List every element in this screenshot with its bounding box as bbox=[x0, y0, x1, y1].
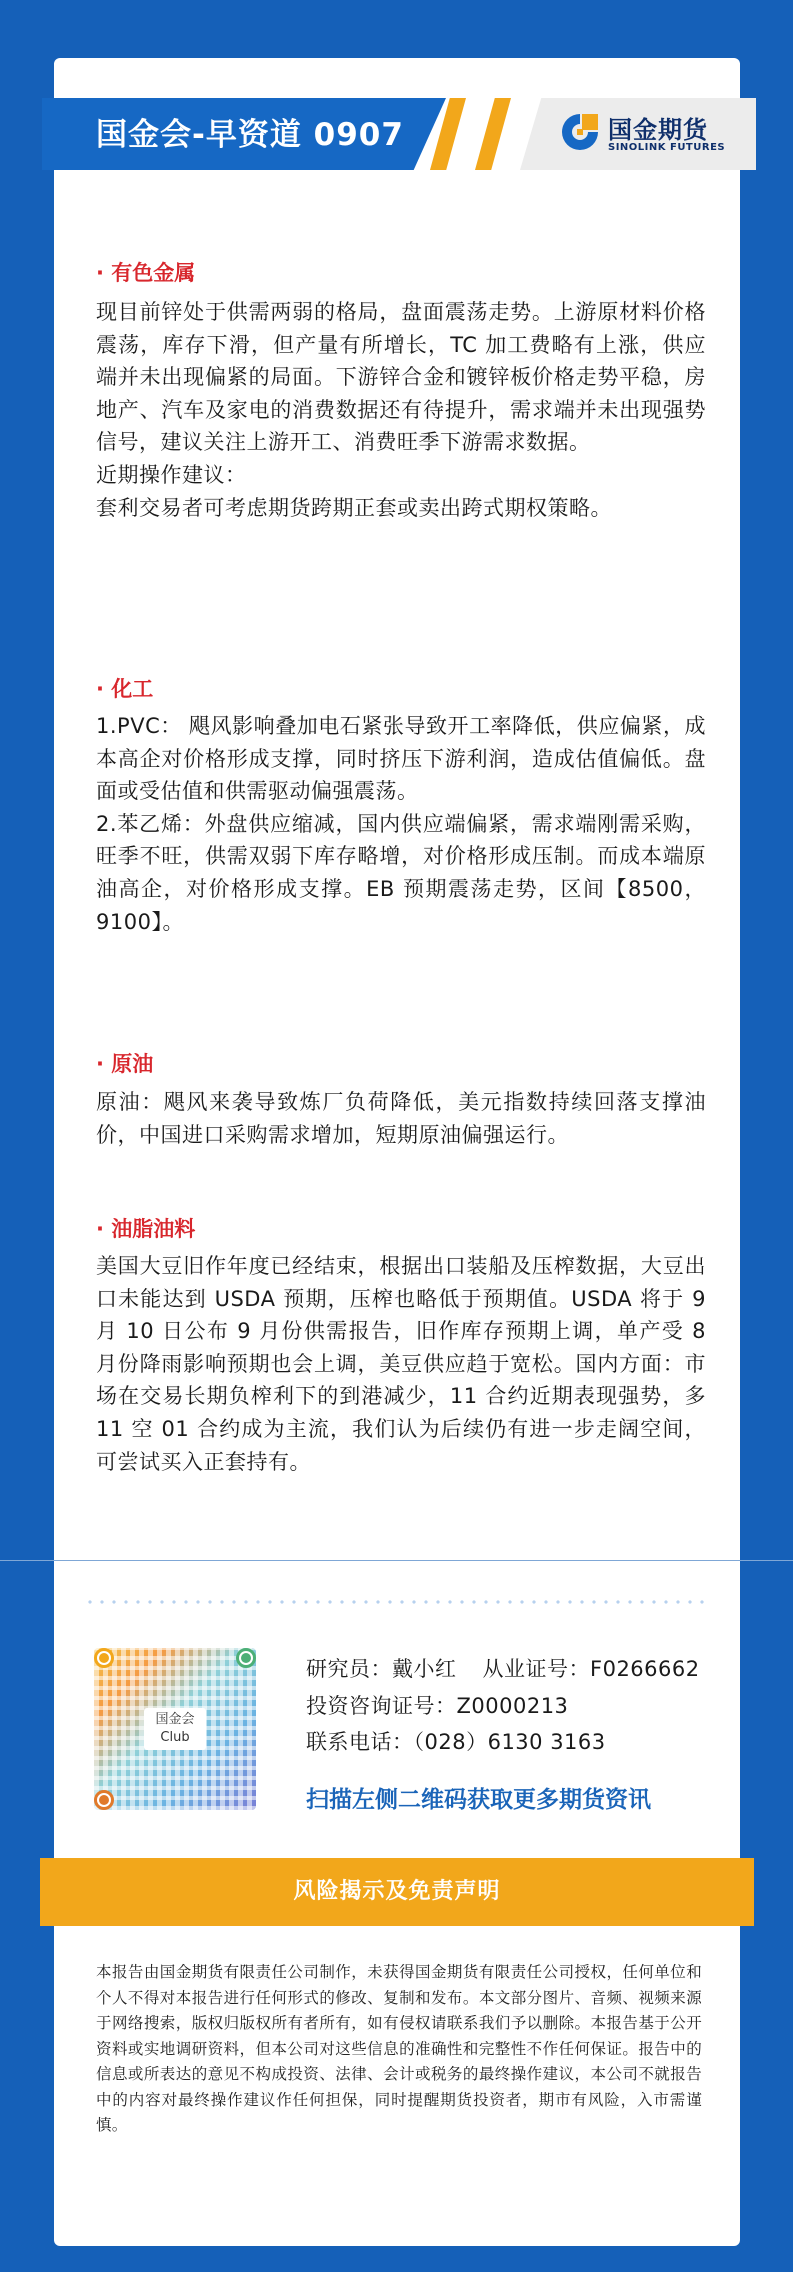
disclaimer-text: 本报告由国金期货有限责任公司制作，未获得国金期货有限责任公司授权，任何单位和个人不得对本报告进行任何形式的修改、复制和发布。本文部分图片、音频、视频来源于网络搜索，版权归版权所有者所有，如有侵权请联系我们予以删除。本报告基于公开资料或实地调研资料，但本公司对这些信息的准确性和完整性不作任何保证。报告中的信息或所表达的意见不构成投资、法律、会计或税务的最终操作建议，本公司不就报告中的内容对最终操作建议作任何担保，同时提醒期货投资者，期市有风险，入市需谨慎。 bbox=[96, 1963, 702, 2134]
paragraph: 原油：飓风来袭导致炼厂负荷降低，美元指数持续回落支撑油价，中国进口采购需求增加，短期原油偏强运行。 bbox=[96, 1090, 706, 1147]
section-body-metals bbox=[96, 296, 706, 524]
paragraph: 2.苯乙烯：外盘供应缩减，国内供应端偏紧，需求端刚需采购，旺季不旺，供需双弱下库存略增，对价格形成压制。而成本端原油高企，对价格形成支撑。EB 预期震荡走势，区间【8500，9100】。 bbox=[96, 811, 706, 934]
scan-tip: 扫描左侧二维码获取更多期货资讯 bbox=[306, 1787, 651, 1813]
paragraph: 近期操作建议： bbox=[96, 462, 247, 487]
page-title: 国金会-早资道 0907 bbox=[96, 117, 404, 153]
consult-license: 投资咨询证号：Z0000213 bbox=[306, 1694, 569, 1718]
section-heading-crude-oil: · 原油 bbox=[96, 1052, 154, 1076]
divider-line bbox=[0, 1560, 793, 1561]
dotted-divider bbox=[84, 1600, 710, 1604]
logo-text-en: SINOLINK FUTURES bbox=[608, 142, 726, 153]
qr-label: Club bbox=[160, 1730, 190, 1745]
paragraph: 现目前锌处于供需两弱的格局，盘面震荡走势。上游原材料价格震荡，库存下滑，但产量有所增长，TC 加工费略有上涨，供应端并未出现偏紧的局面。下游锌合金和镀锌板价格走势平稳，房地产、汽车及家电的消费数据还有待提升，需求端并未出现强势信号，建议关注上游开工、消费旺季下游需求数据。 bbox=[96, 300, 706, 455]
researcher-name: 研究员：戴小红 bbox=[306, 1657, 457, 1681]
license-number: 从业证号：F0266662 bbox=[482, 1657, 700, 1681]
risk-disclosure-title: 风险揭示及免责声明 bbox=[40, 1858, 754, 1926]
section-body-crude-oil bbox=[96, 1086, 706, 1151]
qr-finder-icon bbox=[94, 1648, 114, 1668]
qr-code[interactable] bbox=[94, 1648, 256, 1810]
paragraph: 美国大豆旧作年度已经结束，根据出口装船及压榨数据，大豆出口未能达到 USDA 预期，压榨也略低于预期值。USDA 将于 9 月 10 日公布 9 月份供需报告，旧作库存预期上调，单产受 8 月份降雨影响预期也会上调，美豆供应趋于宽松。国内方面：市场在交易长期负榨利下的到港减少，11 合约近期表现强势，多 11 空 01 合约成为主流，我们认为后续仍有进一步走阔空间，可尝试买入正套持有。 bbox=[96, 1254, 706, 1474]
section-body-oils bbox=[96, 1250, 706, 1478]
section-heading-chemicals: · 化工 bbox=[96, 677, 154, 701]
section-heading-oils: · 油脂油料 bbox=[96, 1217, 196, 1241]
contact-phone: 联系电话：（028）6130 3163 bbox=[306, 1730, 606, 1754]
qr-finder-icon bbox=[94, 1790, 114, 1810]
sinolink-logo-icon bbox=[560, 112, 600, 152]
qr-finder-icon bbox=[236, 1648, 256, 1668]
section-heading-metals: · 有色金属 bbox=[96, 261, 196, 285]
paragraph: 1.PVC： 飓风影响叠加电石紧张导致开工率降低，供应偏紧，成本高企对价格形成支撑，同时挤压下游利润，造成估值偏低。盘面或受估值和供需驱动偏强震荡。 bbox=[96, 714, 706, 804]
qr-label: 国金会 bbox=[155, 1712, 195, 1727]
researcher-line bbox=[306, 1653, 700, 1683]
logo-text-cn: 国金期货 bbox=[608, 116, 708, 144]
qr-center-label bbox=[144, 1708, 206, 1750]
paragraph: 套利交易者可考虑期货跨期正套或卖出跨式期权策略。 bbox=[96, 495, 612, 520]
section-body-chemicals bbox=[96, 710, 706, 938]
